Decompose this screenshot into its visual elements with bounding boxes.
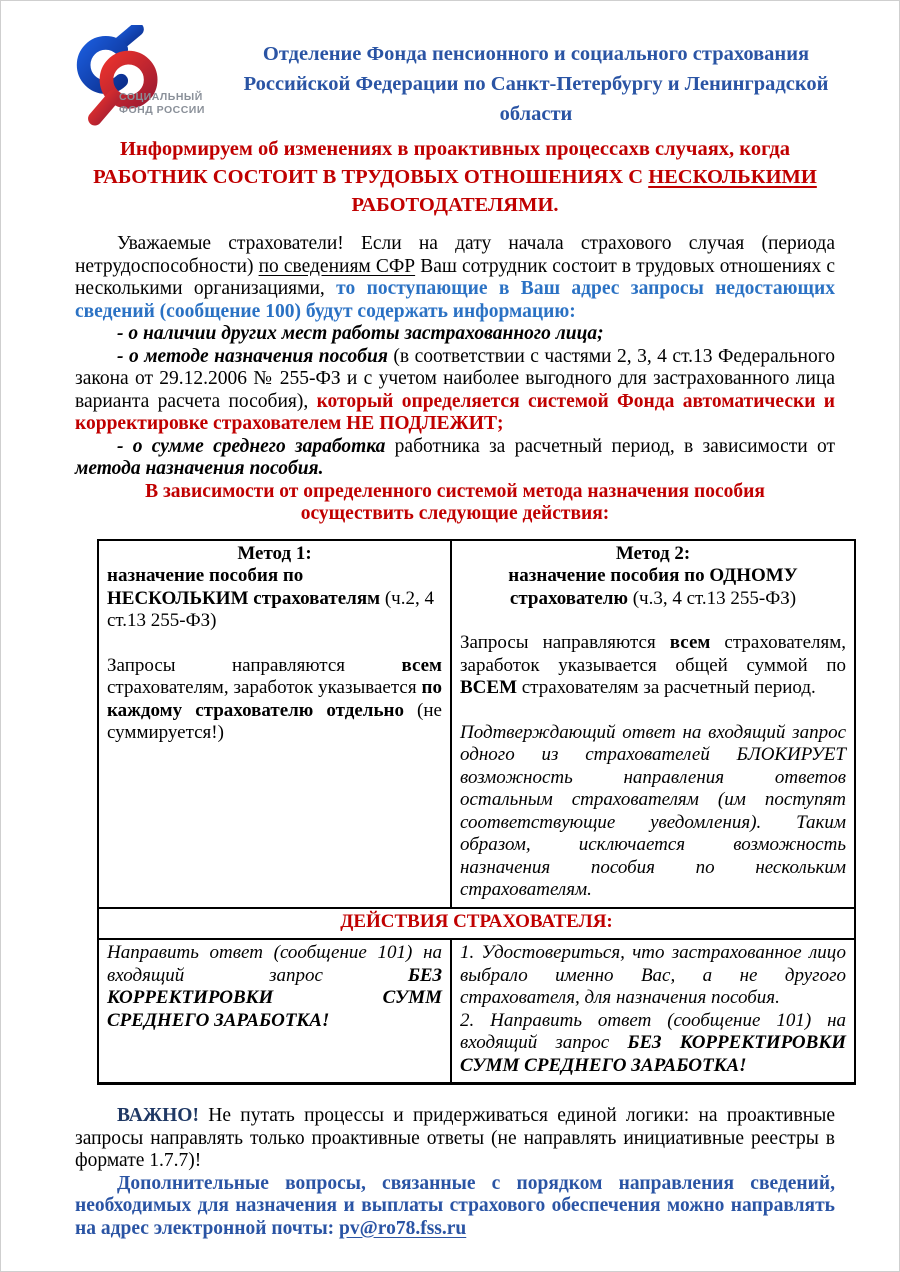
m1-body-s4: по каждому страхователю отдельно [107,677,442,721]
method1-subtitle-norm: (ч.2, 4 ст.13 255-ФЗ) [107,587,434,631]
intro-paragraph [75,233,835,323]
m2-body-s5: страхователям за расчетный период. [517,677,816,698]
method1-subtitle-bold: назначение пособия по НЕСКОЛЬКИМ страхователям [107,565,385,609]
method2-subtitle [460,565,846,610]
bullet3-lead: - о сумме среднего заработка [117,435,395,457]
action2-item2 [460,1010,846,1078]
actions-header: ДЕЙСТВИЯ СТРАХОВАТЕЛЯ: [98,908,855,940]
method2-subtitle-bold: назначение пособия по ОДНОМУ страхователю [508,565,798,609]
method1-body [107,655,442,745]
method2-cell [451,540,855,908]
logo-caption-line2: ФОНД РОССИИ [119,103,205,116]
important-paragraph [75,1105,835,1173]
important-text: Не путать процессы и придерживаться единой логики: на проактивные запросы направлять только проактивные ответы (не направлять инициативные реестры в формате 1.7.7)! [75,1105,835,1171]
red-note-line1: В зависимости от определенного системой метода назначения пособия [145,480,765,502]
red-centered-note [75,481,835,526]
important-label: ВАЖНО! [117,1105,199,1126]
action2-item2-bold: БЕЗ КОРРЕКТИРОВКИ СУММ СРЕДНЕГО ЗАРАБОТКА! [460,1032,846,1076]
bullet-assignment-method [75,346,835,436]
logo-caption-line1: СОЦИАЛЬНЫЙ [119,91,203,103]
org-name-line1: Отделение Фонда пенсионного и социального страхования [262,43,810,65]
m1-body-s1: Запросы направляются [107,654,402,676]
document-title [75,135,835,219]
method2-heading: Метод 2: [615,542,691,564]
methods-table [97,539,856,1086]
bullet-other-workplaces: - о наличии других мест работы застрахованного лица; [117,323,604,344]
action2-item1: 1. Удостовериться, что застрахованное лицо выбрало именно Вас, а не другого страхователя, для назначения пособия. [460,942,846,1008]
method2-blocking-note: Подтверждающий ответ на входящий запрос одного из страхователей БЛОКИРУЕТ возможность направления ответов остальным страхователям (им поступят соответствующие уведомления). Таким образом, исключается возможность назначения пособия по нескольким страхователям. [460,721,846,900]
m2-body-s3: страхователям, заработок указывается общей суммой по [460,632,846,676]
contact-text: Дополнительные вопросы, связанные с порядком направления сведений, необходимых для назначения и выплаты страхового обеспечения можно направлять на адрес электронной почты: [75,1172,835,1239]
actions-header-row [98,908,855,940]
intro-blue-text: то поступающие в Ваш адрес запросы недостающих сведений (сообщение 100) будут содержать информацию: [75,278,836,322]
title-line2-underlined: НЕСКОЛЬКИМИ [648,166,817,188]
method2-body [460,632,846,700]
bullet2-mid: (в соответствии с частями 2, 3, 4 ст.13 Федерального закона от 29.12.2006 № 255-ФЗ и с учетом наиболее выгодного для застрахованного лица варианта расчета пособия), [75,345,836,412]
title-line2-prefix: РАБОТНИК СОСТОИТ В ТРУДОВЫХ ОТНОШЕНИЯХ С [93,166,649,188]
method1-subtitle [107,565,442,633]
action1-text: Направить ответ (сообщение 101) на входящий запрос [107,942,442,986]
method1-heading: Метод 1: [237,542,312,564]
contact-paragraph [75,1173,835,1241]
m1-body-s5: (не суммируется!) [107,699,442,743]
m1-body-s3: страхователям, заработок указывается [107,677,422,698]
email-link[interactable]: pv@ro78.fss.ru [339,1217,467,1239]
method2-action-cell [451,939,855,1084]
title-line3: РАБОТОДАТЕЛЯМИ. [351,194,559,216]
bullet2-red: который определяется системой Фонда автоматически и корректировке страхователем НЕ ПОДЛЕЖИТ; [75,390,835,434]
bullet3-mid: работника за расчетный период, в зависимости от [394,435,835,457]
organization-name [237,25,835,129]
org-name-line2: Российской Федерации по Санкт-Петербургу и Ленинградской [243,73,829,95]
bullet-average-earnings [75,436,835,481]
title-line1: Информируем об изменениях в проактивных процессахв случаях, когда [119,138,791,160]
action1-bold: БЕЗ КОРРЕКТИРОВКИ СУММ СРЕДНЕГО ЗАРАБОТКА! [107,964,442,1031]
actions-row [98,939,855,1084]
bullet2-lead: - о методе назначения пособия [117,345,394,367]
method2-subtitle-norm: (ч.3, 4 ст.13 255-ФЗ) [632,587,797,609]
sfr-logo [59,25,237,129]
m2-body-s1: Запросы направляются [460,632,670,653]
org-name-line3: области [499,103,573,125]
intro-underlined: по сведениям СФР [258,255,416,277]
m2-body-s4: ВСЕМ [460,677,517,698]
method1-cell [98,540,451,908]
red-note-line2: осуществить следующие действия: [300,503,610,524]
m1-body-s2: всем [401,654,442,676]
logo-caption [119,91,205,116]
bullet3-tail: метода назначения пособия. [75,458,324,479]
document-header [59,25,835,129]
title-line2 [75,163,835,191]
method1-action-cell [98,939,451,1084]
m2-body-s2: всем [669,632,711,653]
action2-item2-text: 2. Направить ответ (сообщение 101) на входящий запрос [460,1009,846,1053]
methods-row [98,540,855,908]
intro-text: Уважаемые страхователи! Если на дату начала страхового случая (периода нетрудоспособности) [75,233,835,277]
intro-text-2: Ваш сотрудник состоит в трудовых отношениях с несколькими организациями, [75,255,835,299]
